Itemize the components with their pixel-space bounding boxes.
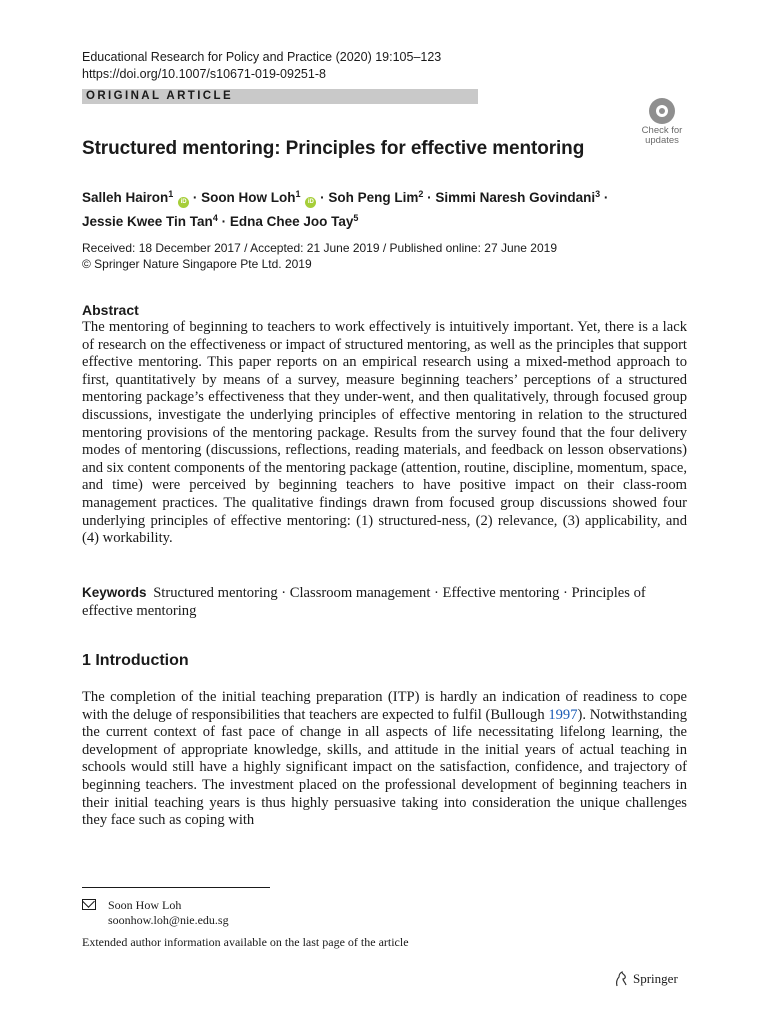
author-affiliation: 2	[418, 189, 424, 199]
author-name[interactable]: Edna Chee Joo Tay	[229, 214, 354, 229]
journal-header	[82, 49, 441, 83]
intro-text-start: The completion of the initial teaching preparation (ITP) is hardly an indication of readiness to cope with the deluge of responsibilities that teachers are expected to fulfil (Bullough	[82, 689, 687, 723]
correspondence-block	[82, 898, 229, 928]
orcid-icon[interactable]: iD	[178, 197, 189, 208]
keywords-text: Structured mentoring · Classroom management · Effective mentoring · Principles of effective mentoring	[82, 585, 646, 619]
author-affiliation: 3	[595, 189, 601, 199]
journal-citation: Educational Research for Policy and Practice (2020) 19:105–123	[82, 50, 442, 64]
introduction-text	[82, 689, 687, 830]
intro-text-rest: ). Notwithstanding the current context of fast pace of change in all aspects of life necessitating lifelong learning, the development of appropriate knowledge, skills, and attitude in the initial years of actual teaching in schools would still have a highly significant impact on the satisfaction, confidence, and trajectory of beginning teachers. The investment placed on the professional development of beginning teachers in their initial teaching years is thus highly persuasive taking into consideration the unique challenges they face such as coping with	[82, 706, 687, 829]
keywords-block	[82, 584, 687, 620]
envelope-icon	[82, 899, 96, 910]
history-dates: Received: 18 December 2017 / Accepted: 21 June 2019 / Published online: 27 June 2019	[82, 241, 558, 255]
publication-dates	[82, 240, 557, 272]
author-name[interactable]: Jessie Kwee Tin Tan	[82, 214, 213, 229]
check-updates-line2: updates	[645, 135, 679, 146]
author-list: Salleh Hairon$^1$ iD · Soon How Loh$^1$ iD · Soh Peng Lim$^2$ · Simmi Naresh Govindani$^3$ · Jessie Kwee Tin Tan$^4$ · Edna Chee Joo Tay$^5$	[82, 189, 609, 229]
check-updates-icon	[649, 98, 675, 124]
abstract-text: The mentoring of beginning to teachers to work effectively is intuitively important. Yet, there is a lack of research on the effectiveness or impact of structured mentoring, as well as the principles that support effective mentoring. This paper reports on an empirical research using a mixed-method approach to first, quantitatively by means of a survey, measure beginning teachers’ perceptions of a structured mentoring package’s effectiveness that they under-went, and then qualitatively, through focused group discussions, investigate the underlying principles of effective mentoring in relation to the structured mentoring provisions of the mentoring package. Results from the survey found that the four delivery modes of mentoring (discussions, reflections, reading materials, and feedback on lesson observations) and six content components of the mentoring package (attention, routine, discipline, momentum, space, and time) were perceived by beginning teachers to have positive impact on their class-room management practices. The qualitative findings drawn from focused group discussions showed four underlying principles of effective mentoring: (1) structured-ness, (2) relevance, (3) applicability, and (4) workability.	[82, 319, 687, 547]
keywords-label: Keywords	[82, 585, 147, 600]
article-type-banner: ORIGINAL ARTICLE	[82, 89, 478, 104]
extended-author-info: Extended author information available on the last page of the article	[82, 935, 409, 949]
springer-horse-icon	[614, 971, 628, 987]
corresponding-email[interactable]: soonhow.loh@nie.edu.sg	[108, 913, 229, 927]
publisher-logo	[614, 971, 678, 987]
abstract-heading: Abstract	[82, 302, 139, 318]
check-updates-line1: Check for	[641, 125, 683, 136]
corresponding-author: Soon How Loh	[108, 898, 182, 912]
author-affiliation: 5	[353, 213, 359, 223]
copyright-line: © Springer Nature Singapore Pte Ltd. 2019	[82, 257, 312, 271]
journal-doi[interactable]: https://doi.org/10.1007/s10671-019-09251-8	[82, 67, 326, 81]
footnote-rule	[82, 887, 270, 888]
author-affiliation: 1	[295, 189, 301, 199]
author-name[interactable]: Simmi Naresh Govindani	[435, 190, 596, 205]
author-name[interactable]: Soh Peng Lim	[328, 190, 419, 205]
section-heading: 1 Introduction	[82, 652, 189, 669]
publisher-name: Springer	[633, 971, 678, 986]
author-name[interactable]: Salleh Hairon	[82, 190, 169, 205]
check-for-updates-badge[interactable]	[636, 98, 688, 144]
orcid-icon[interactable]: iD	[305, 197, 316, 208]
author-affiliation: 1	[168, 189, 174, 199]
author-name[interactable]: Soon How Loh	[201, 190, 296, 205]
author-affiliation: 4	[212, 213, 218, 223]
article-title: Structured mentoring: Principles for effective mentoring	[82, 138, 585, 159]
citation-link[interactable]: 1997	[548, 706, 578, 723]
